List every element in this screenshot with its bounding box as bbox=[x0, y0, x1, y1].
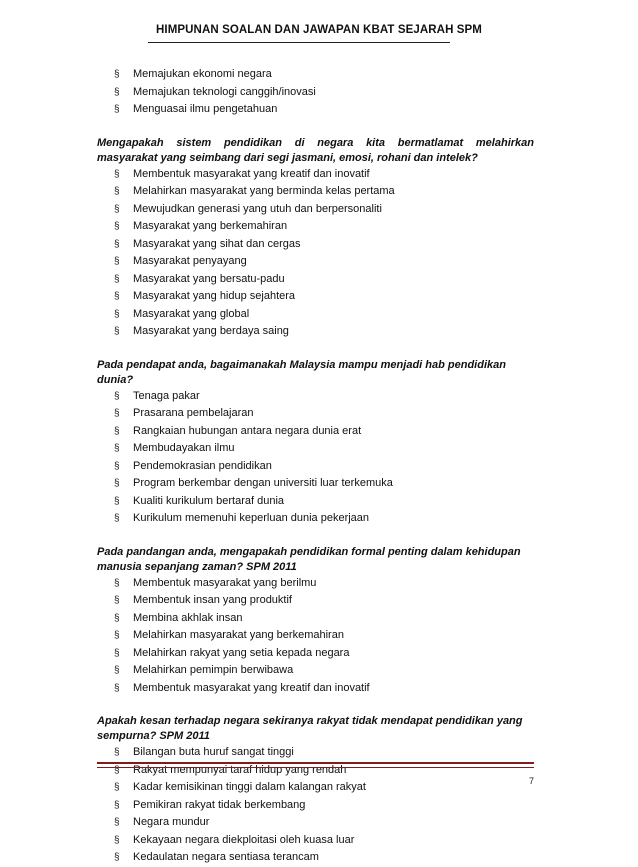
list-item: § Melahirkan masyarakat yang berkemahiran bbox=[97, 627, 534, 645]
bullet-icon: § bbox=[114, 221, 120, 232]
bullet-icon: § bbox=[114, 326, 120, 337]
header-underline bbox=[148, 42, 450, 43]
bullet-icon: § bbox=[114, 390, 120, 402]
list-item: § Program berkembar dengan universiti luar terkemuka bbox=[97, 475, 534, 493]
list-item: § Membentuk insan yang produktif bbox=[97, 592, 534, 610]
list-item: § Kualiti kurikulum bertaraf dunia bbox=[97, 493, 534, 511]
bullet-icon: § bbox=[114, 782, 120, 793]
footer-rule bbox=[97, 762, 534, 764]
bullet-icon: § bbox=[114, 647, 120, 659]
bullet-icon: § bbox=[114, 168, 120, 180]
list-item: § Melahirkan rakyat yang setia kepada negara bbox=[97, 645, 534, 663]
bullet-icon: § bbox=[114, 577, 120, 589]
list-item: § Rangkaian hubungan antara negara dunia erat bbox=[97, 423, 534, 441]
answer-bullet-list bbox=[97, 575, 534, 698]
bullet-icon: § bbox=[114, 186, 120, 197]
page-number: 7 bbox=[528, 776, 534, 786]
bullet-icon: § bbox=[114, 273, 120, 285]
bullet-icon: § bbox=[114, 291, 120, 302]
list-item: § Pendemokrasian pendidikan bbox=[97, 458, 534, 476]
bullet-icon: § bbox=[114, 747, 120, 758]
list-item: § Membudayakan ilmu bbox=[97, 440, 534, 458]
list-item: § Negara mundur bbox=[97, 814, 534, 832]
list-item: § Masyarakat yang sihat dan cergas bbox=[97, 236, 534, 254]
question-line: manusia sepanjang zaman? SPM 2011 bbox=[97, 560, 297, 573]
bullet-icon: § bbox=[114, 408, 120, 419]
list-item: § Menguasai ilmu pengetahuan bbox=[97, 101, 534, 119]
bullet-icon: § bbox=[114, 612, 120, 624]
list-item: § Masyarakat yang global bbox=[97, 306, 534, 324]
bullet-icon: § bbox=[114, 308, 120, 320]
bullet-icon: § bbox=[114, 203, 120, 215]
question-heading bbox=[97, 545, 534, 575]
question-line: Mengapakah sistem pendidikan di negara kita bermatlamat melahirkan bbox=[97, 136, 534, 149]
list-item: § Memajukan ekonomi negara bbox=[97, 66, 534, 84]
question-line: masyarakat yang seimbang dari segi jasmani, emosi, rohani dan intelek? bbox=[97, 151, 478, 164]
list-item: § Membentuk masyarakat yang kreatif dan inovatif bbox=[97, 680, 534, 698]
question-line: Apakah kesan terhadap negara sekiranya rakyat tidak mendapat pendidikan yang bbox=[97, 715, 523, 727]
answer-bullet-list bbox=[97, 388, 534, 528]
bullet-icon: § bbox=[114, 682, 120, 694]
list-item: § Rakyat mempunyai taraf hidup yang rendah bbox=[97, 762, 534, 780]
list-item: § Bilangan buta huruf sangat tinggi bbox=[97, 744, 534, 762]
bullet-icon: § bbox=[114, 256, 120, 267]
list-item: § Masyarakat yang hidup sejahtera bbox=[97, 288, 534, 306]
bullet-icon: § bbox=[114, 478, 120, 489]
list-item: § Masyarakat yang berkemahiran bbox=[97, 218, 534, 236]
list-item: § Melahirkan pemimpin berwibawa bbox=[97, 662, 534, 680]
list-item: § Memajukan teknologi canggih/inovasi bbox=[97, 84, 534, 102]
list-item: § Membentuk masyarakat yang kreatif dan inovatif bbox=[97, 166, 534, 184]
question-line: sempurna? SPM 2011 bbox=[97, 730, 210, 742]
bullet-icon: § bbox=[114, 630, 120, 641]
footer-rule bbox=[97, 767, 534, 768]
bullet-icon: § bbox=[114, 495, 120, 507]
bullet-icon: § bbox=[114, 665, 120, 676]
intro-bullet-list bbox=[97, 66, 534, 119]
bullet-icon: § bbox=[114, 86, 120, 98]
bullet-icon: § bbox=[114, 764, 120, 776]
bullet-icon: § bbox=[114, 104, 120, 115]
bullet-icon: § bbox=[114, 834, 120, 846]
question-heading bbox=[97, 714, 534, 744]
question-heading bbox=[97, 136, 534, 166]
bullet-icon: § bbox=[114, 513, 120, 524]
bullet-icon: § bbox=[114, 817, 120, 828]
list-item: § Kurikulum memenuhi keperluan dunia pekerjaan bbox=[97, 510, 534, 528]
list-item: § Tenaga pakar bbox=[97, 388, 534, 406]
list-item: § Kadar kemisikinan tinggi dalam kalangan rakyat bbox=[97, 779, 534, 797]
question-line: Pada pendapat anda, bagaimanakah Malaysia mampu menjadi hab pendidikan dunia? bbox=[97, 358, 506, 386]
list-item: § Masyarakat yang berdaya saing bbox=[97, 323, 534, 341]
bullet-icon: § bbox=[114, 238, 120, 250]
list-item: § Kedaulatan negara sentiasa terancam bbox=[97, 849, 534, 867]
list-item: § Pemikiran rakyat tidak berkembang bbox=[97, 797, 534, 815]
list-item: § Masyarakat penyayang bbox=[97, 253, 534, 271]
page-header-title: HIMPUNAN SOALAN DAN JAWAPAN KBAT SEJARAH SPM bbox=[156, 24, 482, 36]
bullet-icon: § bbox=[114, 69, 120, 80]
bullet-icon: § bbox=[114, 443, 120, 454]
list-item: § Kekayaan negara diekploitasi oleh kuasa luar bbox=[97, 832, 534, 850]
bullet-icon: § bbox=[114, 595, 120, 606]
question-heading bbox=[97, 358, 534, 388]
document-body bbox=[97, 66, 534, 867]
bullet-icon: § bbox=[114, 425, 120, 437]
bullet-icon: § bbox=[114, 852, 120, 863]
list-item: § Membina akhlak insan bbox=[97, 610, 534, 628]
list-item: § Prasarana pembelajaran bbox=[97, 405, 534, 423]
list-item: § Mewujudkan generasi yang utuh dan berpersonaliti bbox=[97, 201, 534, 219]
list-item: § Masyarakat yang bersatu-padu bbox=[97, 271, 534, 289]
answer-bullet-list bbox=[97, 166, 534, 341]
bullet-icon: § bbox=[114, 460, 120, 472]
list-item: § Melahirkan masyarakat yang berminda kelas pertama bbox=[97, 183, 534, 201]
bullet-icon: § bbox=[114, 799, 120, 811]
list-item: § Membentuk masyarakat yang berilmu bbox=[97, 575, 534, 593]
question-line: Pada pandangan anda, mengapakah pendidikan formal penting dalam kehidupan bbox=[97, 545, 521, 558]
